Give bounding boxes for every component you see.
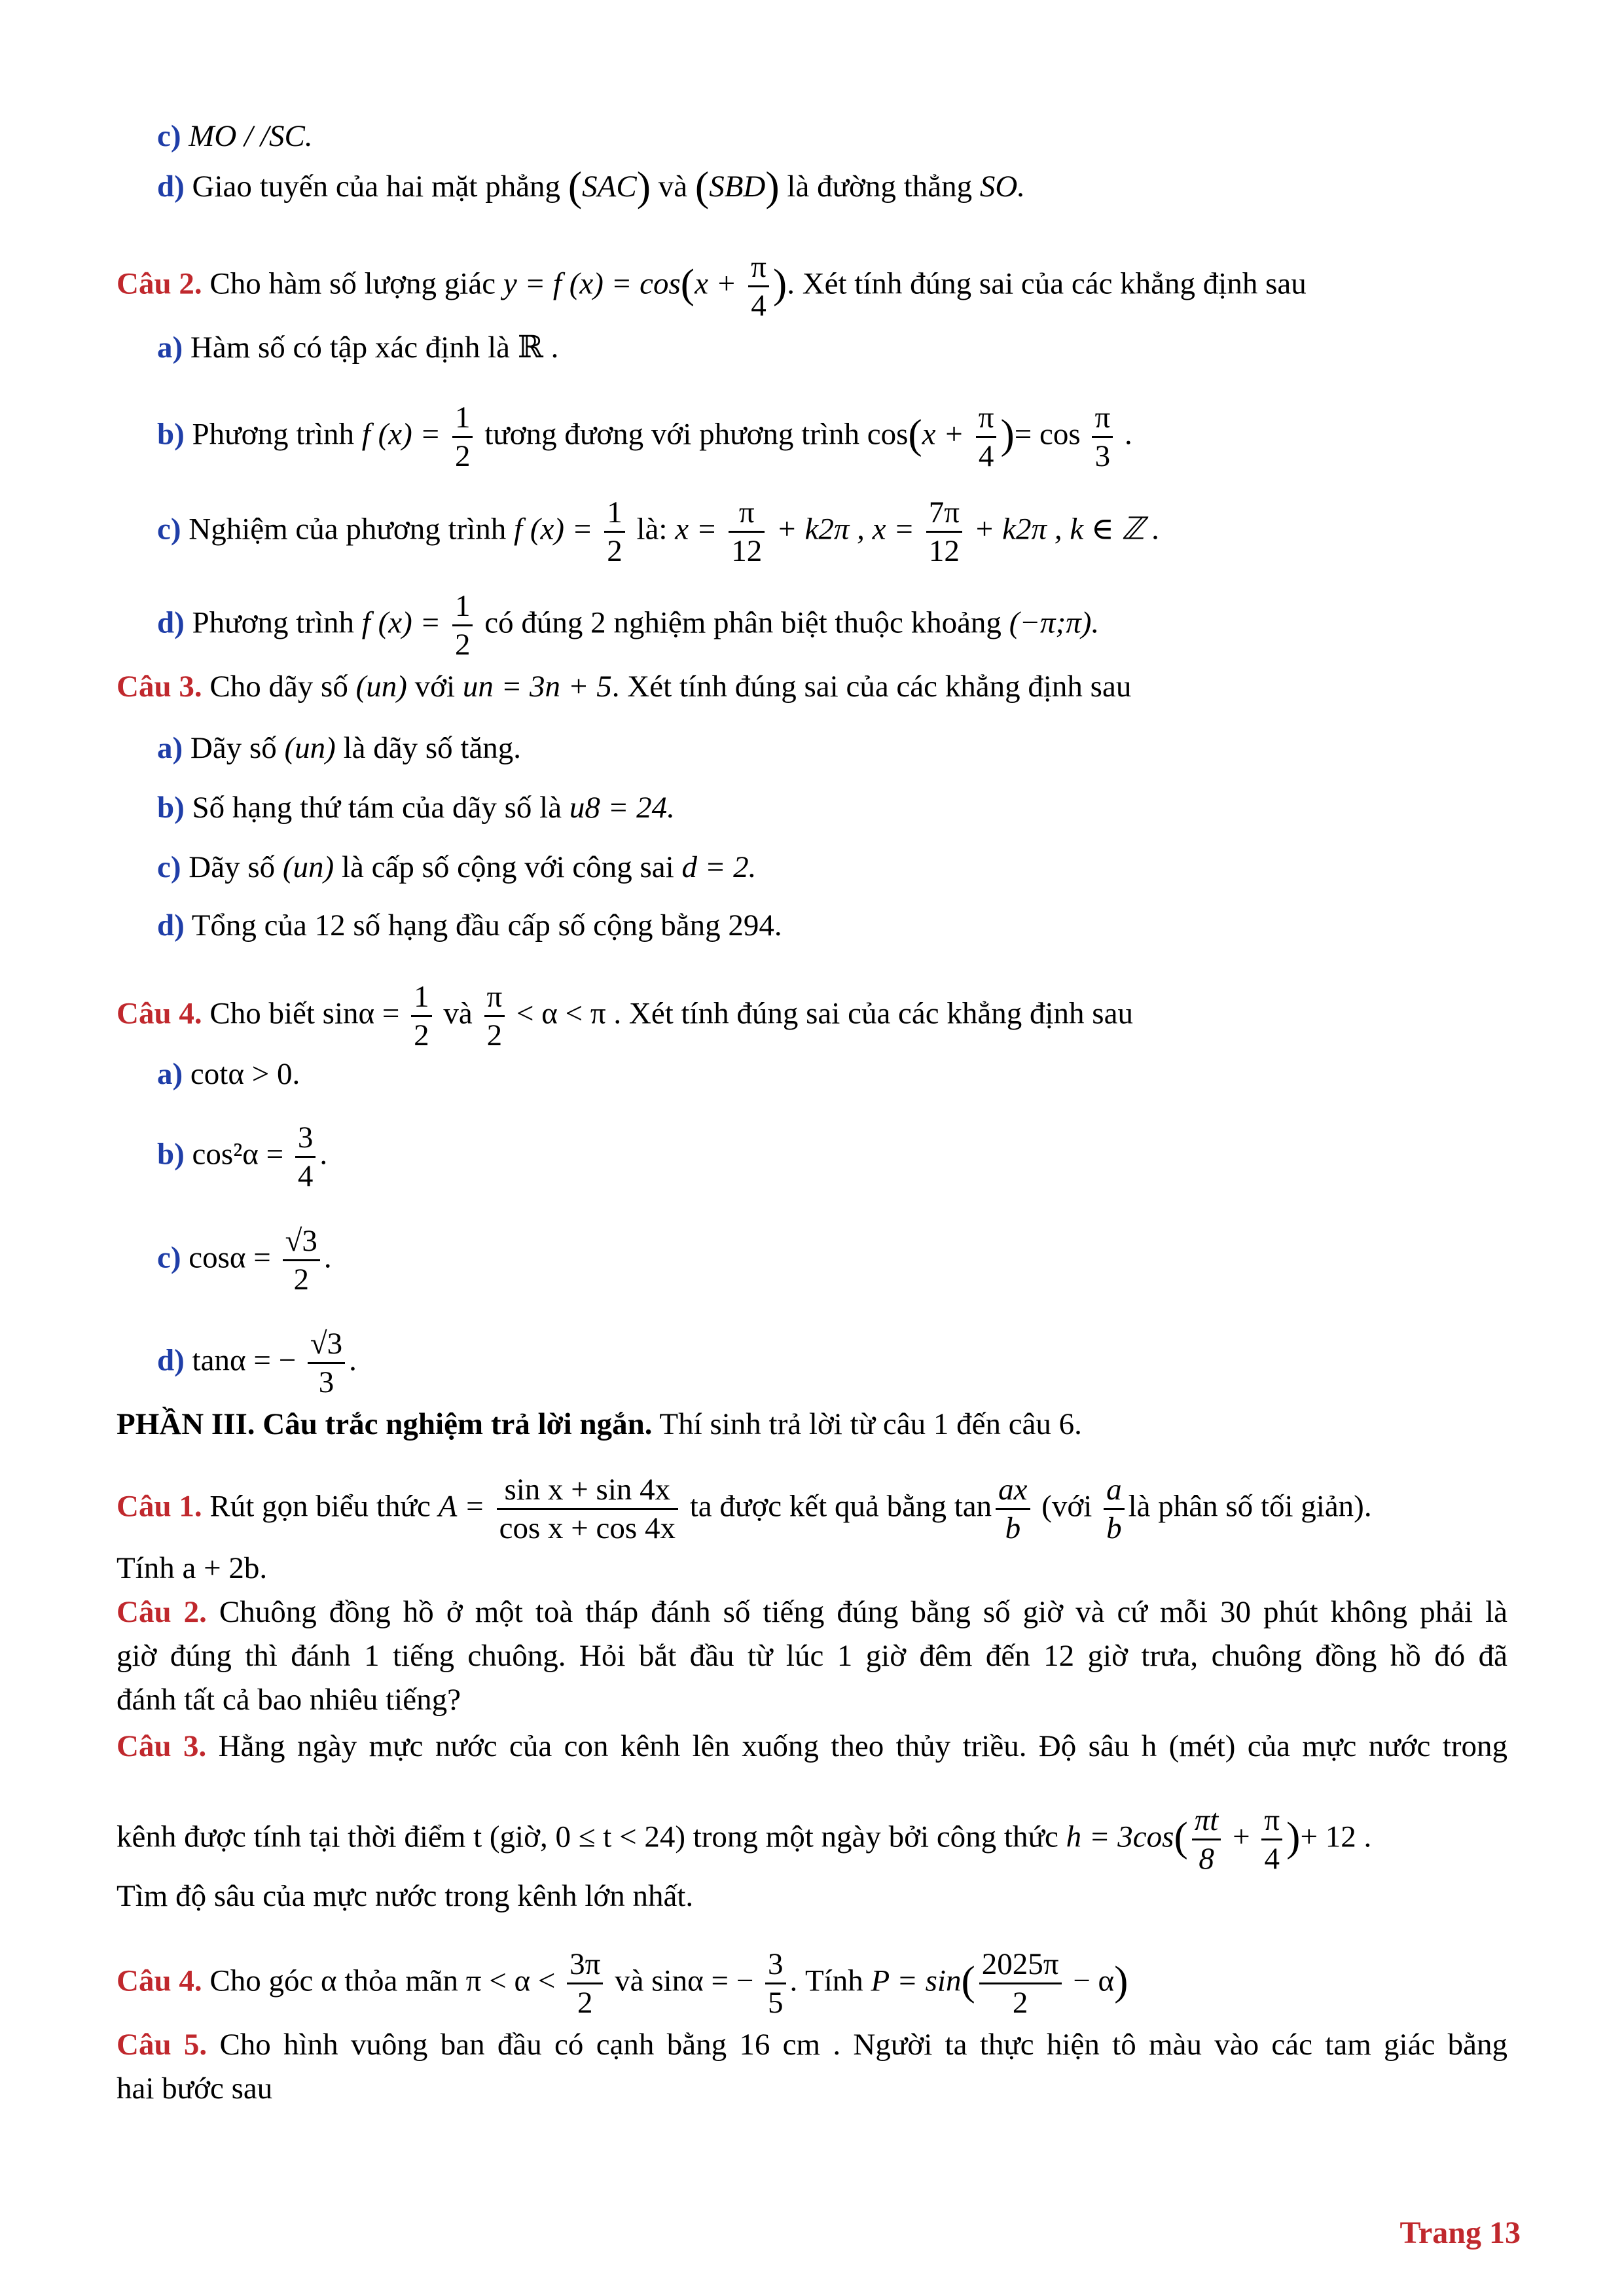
p3-question-3-line3: Tìm độ sâu của mực nước trong kênh lớn nhất. — [117, 1879, 694, 1913]
q3-statement-d: d) Tổng của 12 số hạng đầu cấp số cộng bằng 294. — [157, 908, 782, 942]
p3-question-4: Câu 4. Cho góc α thỏa mãn π < α < $\frac{3\pi}{2}$ và sinα = − $\frac{3}{5}$ . Tính P = sin( $\frac{2025\pi}{2}$ − α) — [117, 1947, 1128, 2020]
q3-statement-a: a) Dãy số (un) là dãy số tăng. — [157, 731, 522, 765]
p3-question-1: Câu 1. Rút gọn biểu thức A = $\frac{\text{sin x + sin 4x}}{\text{cos x + cos 4x}}$ ta được kết quả bằng tan $\frac{ax}{b}$ (với $\frac{a}{b}$ là phân số tối giản). — [117, 1473, 1372, 1545]
statement-d: d) Giao tuyến của hai mặt phẳng (SAC) và (SBD) là đường thẳng SO. — [157, 163, 1026, 209]
question-3-header: Câu 3. Cho dãy số (un) với un = 3n + 5. Xét tính đúng sai của các khẳng định sau — [117, 670, 1132, 704]
p3-question-5: Câu 5. Cho hình vuông ban đầu có cạnh bằng 16 cm . Người ta thực hiện tô màu vào các tam giác bằng — [117, 2028, 1507, 2062]
p3-question-5-line2: hai bước sau — [117, 2072, 273, 2106]
q2-statement-b: b) Phương trình f (x) = $\frac{1}{2}$ tương đương với phương trình cos(x + $\frac{\pi}{4}$ )= cos $\frac{\pi}{3}$ . — [157, 401, 1132, 473]
question-4-header: Câu 4. Cho biết sinα = $\frac{1}{2}$ và $\frac{\pi}{2}$ < α < π . Xét tính đúng sai của các khẳng định sau — [117, 980, 1133, 1052]
q3-statement-c: c) Dãy số (un) là cấp số cộng với công sai d = 2. — [157, 850, 757, 884]
q2-statement-d: d) Phương trình f (x) = $\frac{1}{2}$ có đúng 2 nghiệm phân biệt thuộc khoảng (−π;π). — [157, 589, 1100, 662]
q4-statement-a: a) cotα > 0. — [157, 1057, 300, 1091]
page-number: Trang 13 — [1399, 2215, 1521, 2250]
q2-statement-a: a) Hàm số có tập xác định là ℝ . — [157, 331, 559, 365]
question-2-header: Câu 2. Cho hàm số lượng giác y = f (x) = cos(x + $\frac{\pi}{4}$ ). Xét tính đúng sai của các khẳng định sau — [117, 250, 1307, 323]
p3-question-3-formula: kênh được tính tại thời điểm t (giờ, 0 ≤ t < 24) trong một ngày bởi công thức h = 3cos( $\frac{\pi t}{8}$ + $\frac{\pi}{4}$ )+ 12 . — [117, 1803, 1372, 1876]
q2-statement-c: c) Nghiệm của phương trình f (x) = $\frac{1}{2}$ là: x = $\frac{\pi}{12}$ + k2π , x = $\frac{7\pi}{12}$ + k2π , k ∈ ℤ . — [157, 495, 1160, 568]
q4-statement-b: b) cos²α = $\frac{3}{4}$ . — [157, 1121, 328, 1193]
q3-statement-b: b) Số hạng thứ tám của dãy số là u8 = 24. — [157, 791, 675, 825]
p3-question-3: Câu 3. Hằng ngày mực nước của con kênh lên xuống theo thủy triều. Độ sâu h (mét) của mực nước trong — [117, 1729, 1507, 1763]
p3-question-2-line3: đánh tất cả bao nhiêu tiếng? — [117, 1683, 461, 1717]
p3-question-2: Câu 2. Chuông đồng hồ ở một toà tháp đánh số tiếng đúng bằng số giờ và cứ mỗi 30 phút không phải là — [117, 1595, 1507, 1629]
p3-question-2-line2: giờ đúng thì đánh 1 tiếng chuông. Hỏi bắt đầu từ lúc 1 giờ đêm đến 12 giờ trưa, chuông đồng hồ đó đã — [117, 1639, 1507, 1673]
q4-statement-d: d) tanα = − $\frac{√3}{3}$ . — [157, 1327, 357, 1399]
statement-c: c) MO / /SC. — [157, 119, 313, 153]
q4-statement-c: c) cosα = $\frac{√3}{2}$ . — [157, 1224, 332, 1297]
p3-question-1-line2: Tính a + 2b. — [117, 1551, 268, 1585]
part-3-heading: PHẦN III. Câu trắc nghiệm trả lời ngắn. Thí sinh trả lời từ câu 1 đến câu 6. — [117, 1407, 1082, 1441]
